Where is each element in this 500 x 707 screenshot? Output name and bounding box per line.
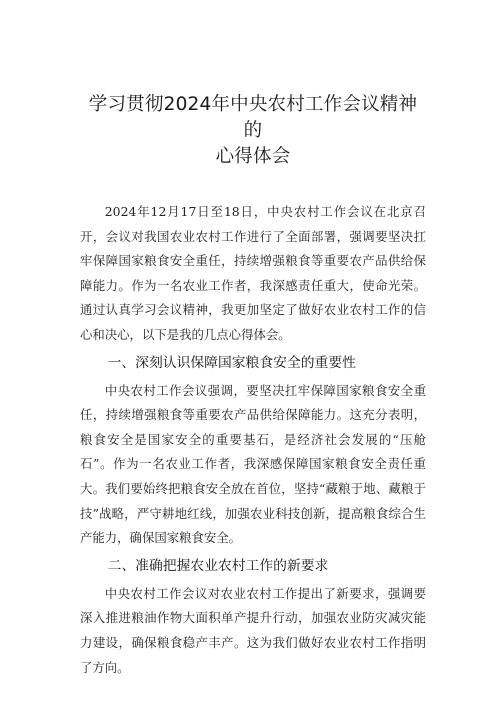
title-line-1: 学习贯彻2024年中央农村工作会议精神的 [88, 94, 418, 141]
section-2-heading: 二、准确把握农业农村工作的新要求 [107, 557, 329, 574]
document-title [80, 92, 426, 170]
title-line-2: 心得体会 [215, 146, 291, 167]
section-2-body: 中央农村工作会议对农业农村工作提出了新要求，强调要深入推进粮油作物大面积单产提升行动，加强农业防灾减灾能力建设，确保粮食稳产丰产。这为我们做好农业农村工作指明了方向。 [80, 585, 426, 675]
section-1-body: 中央农村工作会议强调，要坚决扛牢保障国家粮食安全重任，持续增强粮食等重要农产品供给保障能力。这充分表明，粮食安全是国家安全的重要基石，是经济社会发展的“压舱石”。作为一名农业工作者，我深感保障国家粮食安全责任重大。我们要始终把粮食安全放在首位，坚持“藏粮于地、藏粮于技”战略，严守耕地红线，加强农业科技创新，提高粮食综合生产能力，确保国家粮食安全。 [80, 382, 426, 546]
intro-paragraph: 2024年12月17日至18日，中央农村工作会议在北京召开，会议对我国农业农村工作进行了全面部署，强调要坚决扛牢保障国家粮食安全重任，持续增强粮食等重要农产品供给保障能力。作为一名农业工作者，我深感责任重大，使命光荣。通过认真学习会议精神，我更加坚定了做好农业农村工作的信心和决心，以下是我的几点心得体会。 [80, 204, 426, 342]
section-1-heading: 一、深刻认识保障国家粮食安全的重要性 [107, 354, 356, 371]
